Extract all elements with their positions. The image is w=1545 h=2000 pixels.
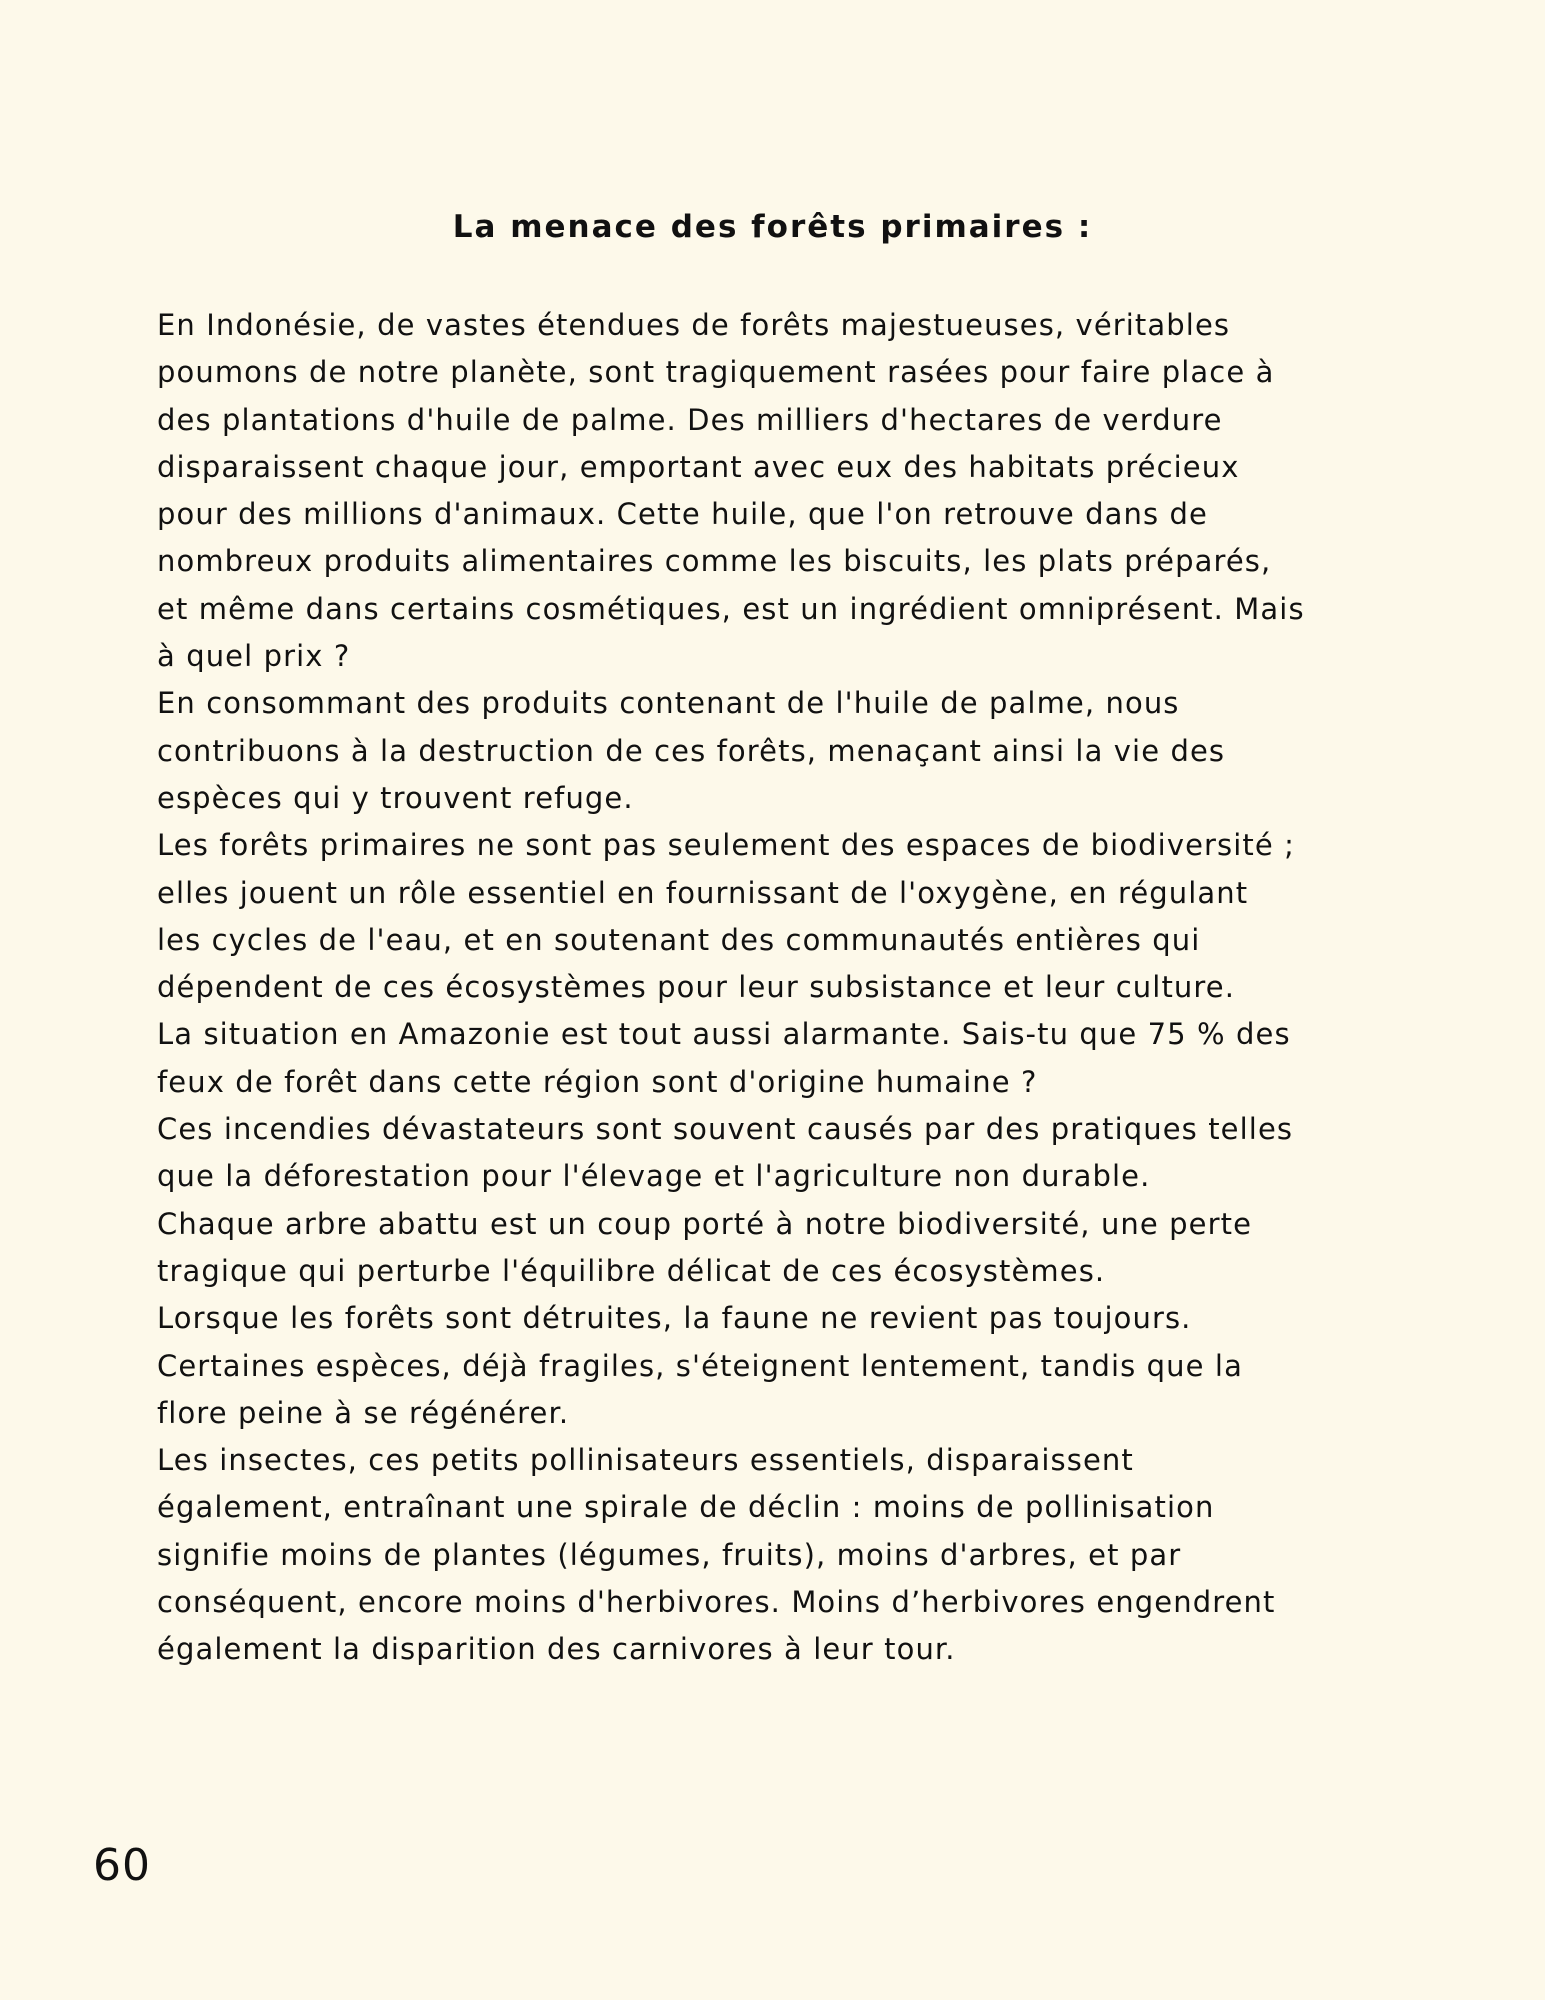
text-line: tragique qui perturbe l'équilibre délicat de ces écosystèmes. (157, 1253, 1106, 1288)
text-line: espèces qui y trouvent refuge. (157, 780, 634, 815)
text-line: disparaissent chaque jour, emportant avec eux des habitats précieux (157, 449, 1240, 484)
text-line: poumons de notre planète, sont tragiquement rasées pour faire place à (157, 355, 1275, 390)
text-line: signifie moins de plantes (légumes, fruits), moins d'arbres, et par (157, 1537, 1182, 1572)
text-line: contribuons à la destruction de ces forêts, menaçant ainsi la vie des (157, 733, 1226, 768)
text-line: des plantations d'huile de palme. Des milliers d'hectares de verdure (157, 402, 1223, 437)
text-line: Lorsque les forêts sont détruites, la faune ne revient pas toujours. (157, 1301, 1192, 1336)
text-line: dépendent de ces écosystèmes pour leur subsistance et leur culture. (157, 970, 1236, 1005)
text-line: Ces incendies dévastateurs sont souvent causés par des pratiques telles (157, 1112, 1294, 1147)
text-line: feux de forêt dans cette région sont d'origine humaine ? (157, 1064, 1038, 1099)
text-line: Les insectes, ces petits pollinisateurs essentiels, disparaissent (157, 1443, 1134, 1478)
text-line: Les forêts primaires ne sont pas seulement des espaces de biodiversité ; (157, 828, 1296, 863)
text-line: également la disparition des carnivores à leur tour. (157, 1632, 956, 1667)
text-line: En consommant des produits contenant de l'huile de palme, nous (157, 686, 1180, 721)
text-line: conséquent, encore moins d'herbivores. Moins d’herbivores engendrent (157, 1585, 1276, 1620)
text-line: et même dans certains cosmétiques, est un ingrédient omniprésent. Mais (157, 591, 1305, 626)
text-line: En Indonésie, de vastes étendues de forêts majestueuses, véritables (157, 308, 1231, 342)
text-line: également, entraînant une spirale de déclin : moins de pollinisation (157, 1490, 1215, 1525)
text-line: La situation en Amazonie est tout aussi alarmante. Sais-tu que 75 % des (157, 1017, 1291, 1052)
text-line: que la déforestation pour l'élevage et l'agriculture non durable. (157, 1159, 1151, 1194)
text-line: Certaines espèces, déjà fragiles, s'éteignent lentement, tandis que la (157, 1348, 1243, 1383)
text-line: flore peine à se régénérer. (157, 1395, 570, 1430)
text-line: à quel prix ? (157, 639, 351, 674)
page-title: La menace des forêts primaires : (452, 209, 1093, 245)
body-text (157, 302, 1407, 1674)
text-line: elles jouent un rôle essentiel en fournissant de l'oxygène, en régulant (157, 875, 1249, 910)
page-number: 60 (93, 1840, 151, 1891)
text-line: pour des millions d'animaux. Cette huile, que l'on retrouve dans de (157, 497, 1208, 532)
text-line: les cycles de l'eau, et en soutenant des communautés entières qui (157, 922, 1201, 957)
text-line: nombreux produits alimentaires comme les biscuits, les plats préparés, (157, 544, 1272, 579)
text-line: Chaque arbre abattu est un coup porté à notre biodiversité, une perte (157, 1206, 1253, 1241)
